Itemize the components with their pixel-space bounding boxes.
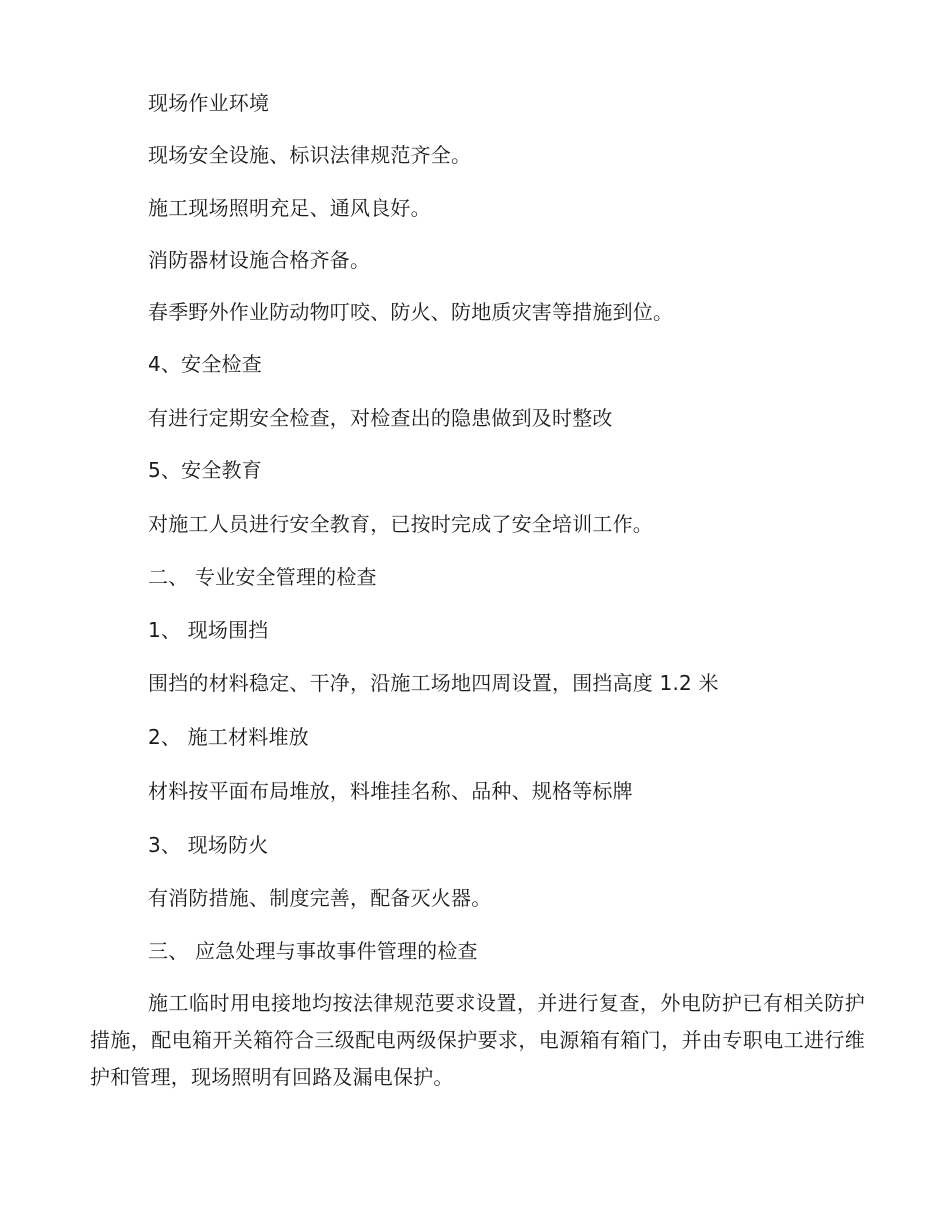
text-line: 消防器材设施合格齐备。 bbox=[148, 248, 371, 272]
section-heading-fire-prevention: 3、 现场防火 bbox=[148, 833, 269, 857]
text-line: 有进行定期安全检查，对检查出的隐患做到及时整改 bbox=[148, 406, 613, 430]
text-line: 材料按平面布局堆放，料堆挂名称、品种、规格等标牌 bbox=[148, 779, 633, 803]
section-heading-site-fencing: 1、 现场围挡 bbox=[148, 618, 269, 642]
body-paragraph-electricity: 施工临时用电接地均按法律规范要求设置，并进行复查，外电防护已有相关防护措施，配电箱开关箱符合三级配电两级保护要求，电源箱有箱门，并由专职电工进行维护和管理，现场照明有回路及漏电保护。 bbox=[90, 991, 865, 1089]
section-heading-safety-inspection: 4、安全检查 bbox=[148, 352, 262, 376]
text-line: 春季野外作业防动物叮咬、防火、防地质灾害等措施到位。 bbox=[148, 300, 674, 324]
section-heading-safety-education: 5、安全教育 bbox=[148, 458, 262, 482]
section-heading-material-storage: 2、 施工材料堆放 bbox=[148, 725, 309, 749]
section-heading-site-environment: 现场作业环境 bbox=[148, 91, 270, 115]
text-line: 对施工人员进行安全教育，已按时完成了安全培训工作。 bbox=[148, 512, 653, 536]
text-line: 围挡的材料稳定、干净，沿施工场地四周设置，围挡高度 1.2 米 bbox=[148, 671, 719, 695]
section-heading-emergency-handling: 三、 应急处理与事故事件管理的检查 bbox=[148, 939, 478, 963]
section-heading-professional-safety: 二、 专业安全管理的检查 bbox=[148, 565, 377, 589]
text-line: 施工现场照明充足、通风良好。 bbox=[148, 196, 431, 220]
text-line: 有消防措施、制度完善，配备灭火器。 bbox=[148, 886, 492, 910]
text-line: 现场安全设施、标识法律规范齐全。 bbox=[148, 143, 472, 167]
